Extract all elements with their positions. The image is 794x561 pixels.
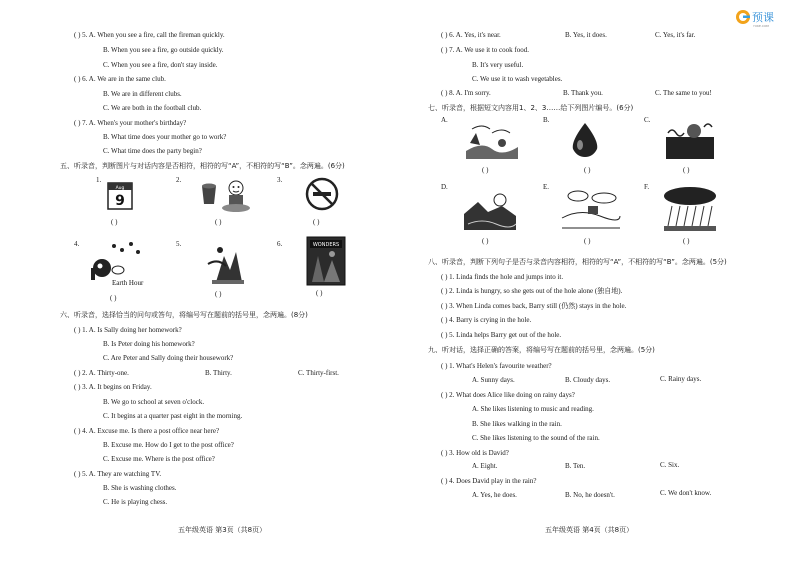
no-smoking-sign — [305, 177, 339, 211]
right-q8-a: ( ) 8. A. I'm sorry. — [441, 89, 491, 97]
cloudy-countryside-picture — [560, 188, 622, 230]
logo-text: 预课 — [752, 11, 774, 24]
sec7-paren-b: ( ) — [584, 166, 591, 174]
children-watering-picture — [196, 178, 254, 214]
sec7-paren-c: ( ) — [683, 166, 690, 174]
sec5-label-3: 3. — [277, 176, 283, 184]
sec9-q1-b: B. Cloudy days. — [565, 376, 611, 384]
sec9-q1-c: C. Rainy days. — [660, 375, 702, 383]
sec8-item-1: ( ) 1. Linda finds the hole and jumps into it. — [441, 273, 564, 281]
sec6-q3-b: B. We go to school at seven o'clock. — [103, 398, 205, 406]
right-q6-c: C. Yes, it's far. — [655, 31, 696, 39]
sec9-q3-c: C. Six. — [660, 461, 680, 469]
right-q7-c: C. We use it to wash vegetables. — [472, 75, 563, 83]
section-8-title: 八、听录音，判断下列句子是否与录音内容相符，相符的写“A”，不相符的写“B”。念两遍。(5分) — [428, 258, 727, 266]
right-page-footer: 五年级英语 第4页（共8页） — [545, 526, 634, 534]
sec9-q4-a: A. Yes, he does. — [472, 491, 517, 499]
sec6-q1-c: C. Are Peter and Sally doing their housework? — [103, 354, 234, 362]
sec9-q2-a: A. She likes listening to music and reading. — [472, 405, 594, 413]
right-q8-b: B. Thank you. — [563, 89, 603, 97]
sec7-label-b: B. — [543, 116, 550, 124]
sec6-q4-c: C. Excuse me. Where is the post office? — [103, 455, 215, 463]
sec7-paren-f: ( ) — [683, 237, 690, 245]
logo-subtext: YUKE.COM — [753, 24, 769, 28]
left-q5-a: ( ) 5. A. When you see a fire, call the fireman quickly. — [74, 31, 225, 39]
sec9-q4-b: B. No, he doesn't. — [565, 491, 615, 499]
sec7-label-c: C. — [644, 116, 651, 124]
sec6-q3-a: ( ) 3. A. It begins on Friday. — [74, 383, 152, 391]
sec5-label-1: 1. — [96, 176, 102, 184]
sec7-label-a: A. — [441, 116, 448, 124]
left-q6-b: B. We are in different clubs. — [103, 90, 182, 98]
calendar-picture — [107, 180, 133, 210]
sec5-paren-4: ( ) — [110, 294, 117, 302]
left-page-footer: 五年级英语 第3页（共8页） — [178, 526, 267, 534]
sec5-label-2: 2. — [176, 176, 182, 184]
windy-scene-picture — [462, 121, 520, 159]
left-q7-b: B. What time does your mother go to work? — [103, 133, 227, 141]
planting-tree-picture — [206, 244, 250, 286]
sec6-q2-a: ( ) 2. A. Thirty-one. — [74, 369, 129, 377]
sec6-q5-c: C. He is playing chess. — [103, 498, 168, 506]
section-7-title: 七、听录音，根据短文内容用1、2、3……给下列图片编号。(6分) — [428, 104, 634, 112]
sec7-label-e: E. — [543, 183, 550, 191]
left-q7-a: ( ) 7. A. When's your mother's birthday? — [74, 119, 187, 127]
sec9-q1-a: A. Sunny days. — [472, 376, 515, 384]
sunny-lake-picture — [462, 190, 518, 230]
rainy-storm-picture — [662, 186, 718, 232]
sec5-paren-2: ( ) — [215, 218, 222, 226]
sec9-q2-b: B. She likes walking in the rain. — [472, 420, 562, 428]
sec7-label-f: F. — [644, 183, 650, 191]
right-q7-a: ( ) 7. A. We use it to cook food. — [441, 46, 529, 54]
sec5-paren-5: ( ) — [215, 290, 222, 298]
book-cover-picture — [306, 236, 346, 286]
sec7-paren-d: ( ) — [482, 237, 489, 245]
left-q7-c: C. What time does the party begin? — [103, 147, 202, 155]
sec7-paren-a: ( ) — [482, 166, 489, 174]
sec7-label-d: D. — [441, 183, 448, 191]
left-q5-b: B. When you see a fire, go outside quickly. — [103, 46, 224, 54]
sec8-item-4: ( ) 4. Barry is crying in the hole. — [441, 316, 532, 324]
sec6-q2-c: C. Thirty-first. — [298, 369, 339, 377]
sec9-q2: ( ) 2. What does Alice like doing on rainy days? — [441, 391, 575, 399]
right-q6-b: B. Yes, it does. — [565, 31, 607, 39]
sec5-label-5: 5. — [176, 240, 182, 248]
sec8-item-3: ( ) 3. When Linda comes back, Barry still (仍然) stays in the hole. — [441, 302, 627, 310]
earth-hour-label: Earth Hour — [112, 279, 144, 287]
calendar-day: 9 — [115, 193, 125, 209]
sec5-paren-3: ( ) — [313, 218, 320, 226]
sec6-q3-c: C. It begins at a quarter past eight in the morning. — [103, 412, 243, 420]
sec6-q1-b: B. Is Peter doing his homework? — [103, 340, 195, 348]
sec9-q2-c: C. She likes listening to the sound of the rain. — [472, 434, 600, 442]
hot-sun-picture — [664, 119, 716, 161]
right-q8-c: C. The same to you! — [655, 89, 712, 97]
sec5-paren-1: ( ) — [111, 218, 118, 226]
sec8-item-5: ( ) 5. Linda helps Barry get out of the hole. — [441, 331, 562, 339]
left-q5-c: C. When you see a fire, don't stay inside. — [103, 61, 218, 69]
section-6-title: 六、听录音，选择恰当的问句或答句，将编号写在题前的括号里，念两遍。(8分) — [60, 311, 308, 319]
book-title: WONDERS — [312, 242, 340, 248]
sec6-q4-a: ( ) 4. A. Excuse me. Is there a post office near here? — [74, 427, 220, 435]
right-q7-b: B. It's very useful. — [472, 61, 524, 69]
left-q6-c: C. We are both in the football club. — [103, 104, 202, 112]
sec7-paren-e: ( ) — [584, 237, 591, 245]
sec9-q4-c: C. We don't know. — [660, 489, 712, 497]
sec9-q3: ( ) 3. How old is David? — [441, 449, 509, 457]
sec5-label-4: 4. — [74, 240, 80, 248]
sec9-q4: ( ) 4. Does David play in the rain? — [441, 477, 537, 485]
sec6-q5-b: B. She is washing clothes. — [103, 484, 177, 492]
sec5-label-6: 6. — [277, 240, 283, 248]
sec6-q5-a: ( ) 5. A. They are watching TV. — [74, 470, 162, 478]
sec9-q1: ( ) 1. What's Helen's favourite weather? — [441, 362, 552, 370]
section-9-title: 九、听对话，选择正确的答案，将编号写在题前的括号里，念两遍。(5分) — [428, 346, 655, 354]
sec6-q2-b: B. Thirty. — [205, 369, 232, 377]
sec6-q1-a: ( ) 1. A. Is Sally doing her homework? — [74, 326, 182, 334]
sec8-item-2: ( ) 2. Linda is hungry, so she gets out of the hole alone (独自地). — [441, 287, 623, 295]
sec9-q3-b: B. Ten. — [565, 462, 586, 470]
calendar-month: Aug — [115, 186, 125, 191]
right-q6-a: ( ) 6. A. Yes, it's near. — [441, 31, 501, 39]
left-q6-a: ( ) 6. A. We are in the same club. — [74, 75, 166, 83]
yuke-logo — [734, 6, 784, 28]
sec6-q4-b: B. Excuse me. How do I get to the post office? — [103, 441, 234, 449]
section-5-title: 五、听录音，判断图片与对话内容是否相符，相符的写“A”，不相符的写“B”。念两遍。(6分) — [60, 162, 345, 170]
sec5-paren-6: ( ) — [316, 289, 323, 297]
sec9-q3-a: A. Eight. — [472, 462, 498, 470]
raindrop-picture — [565, 121, 605, 159]
earth-hour-picture — [86, 238, 168, 290]
